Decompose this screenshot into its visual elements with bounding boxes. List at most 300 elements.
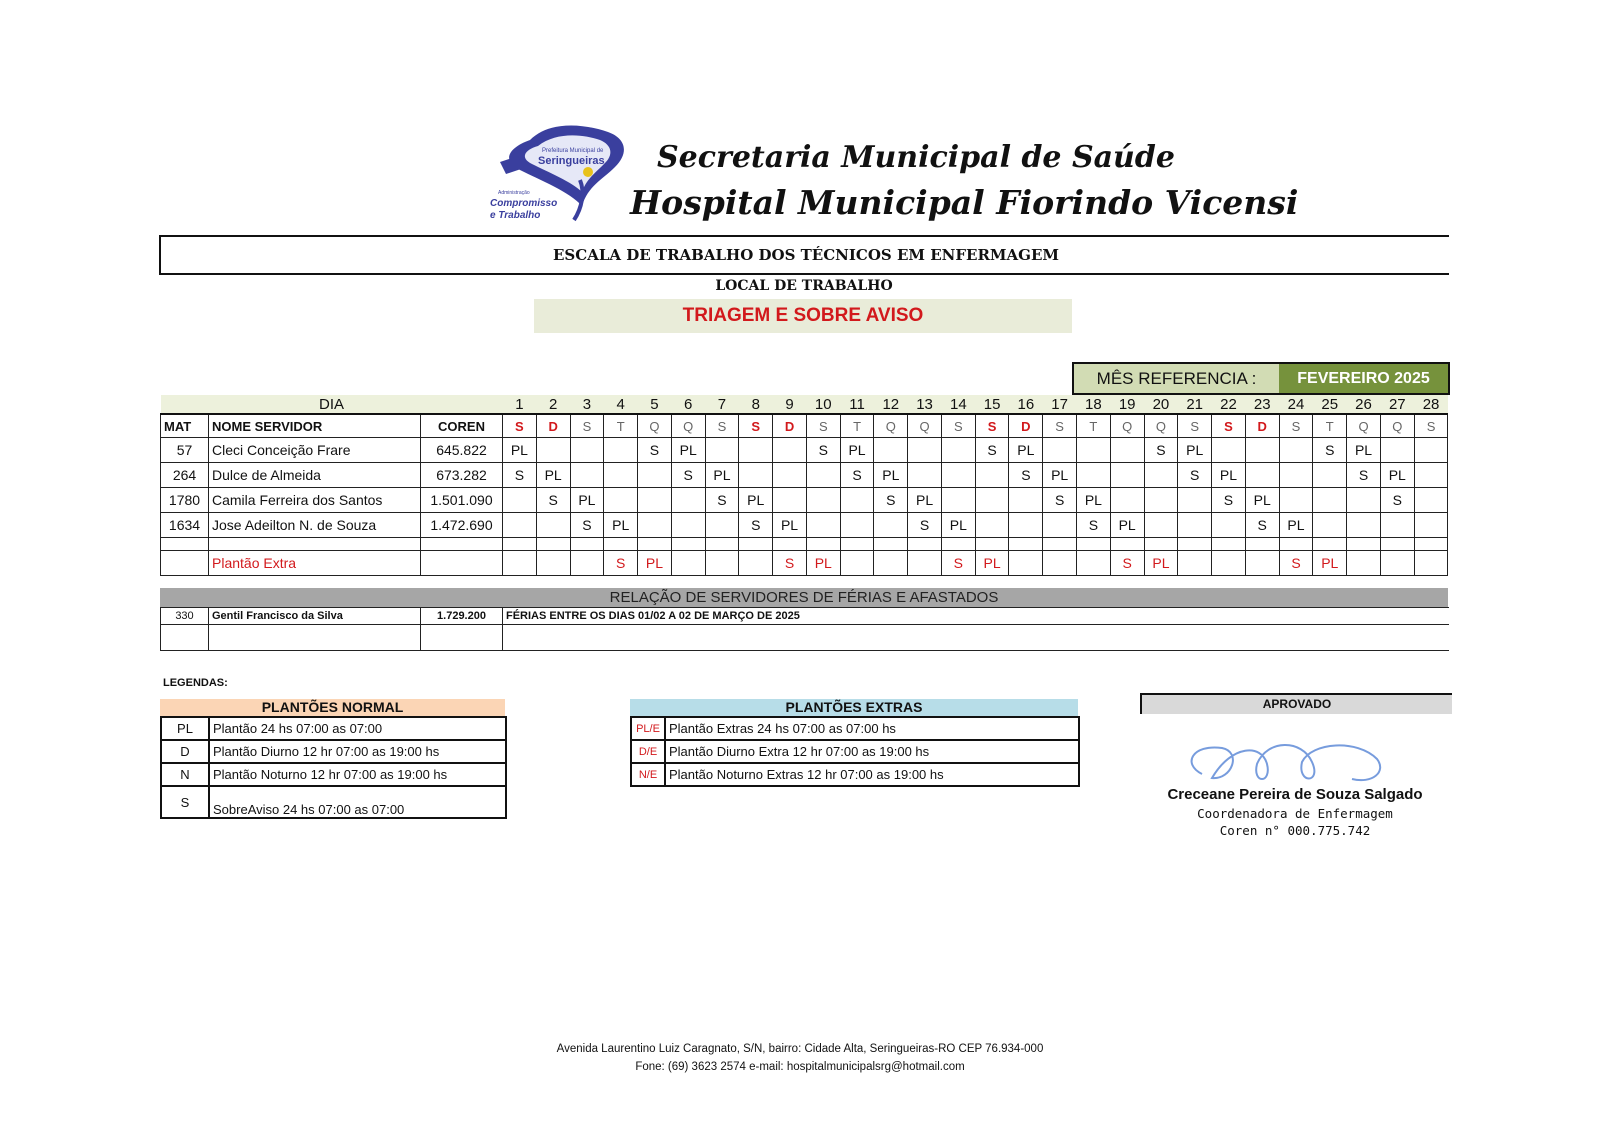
legend-normal-title: PLANTÕES NORMAL — [160, 699, 505, 716]
table-row — [161, 463, 1448, 488]
extra-shift-cell — [1212, 551, 1246, 576]
extra-shift-cell: PL — [975, 551, 1009, 576]
day-number: 7 — [705, 395, 739, 414]
extra-shift-cell — [908, 551, 942, 576]
empty-cell — [536, 538, 570, 551]
shift-cell — [503, 513, 537, 538]
mat-cell: 264 — [161, 463, 209, 488]
shift-cell — [1414, 463, 1448, 488]
shift-cell — [806, 463, 840, 488]
shift-cell — [1110, 438, 1144, 463]
shift-cell: S — [1313, 438, 1347, 463]
legend-row — [161, 786, 506, 818]
shift-cell — [1414, 513, 1448, 538]
shift-cell: S — [503, 463, 537, 488]
aprovado-label: APROVADO — [1140, 693, 1452, 714]
shift-cell — [1380, 438, 1414, 463]
ferias-table — [160, 607, 1449, 651]
shift-cell: S — [1178, 463, 1212, 488]
extra-shift-cell: S — [1279, 551, 1313, 576]
day-number: 22 — [1212, 395, 1246, 414]
mat-header: MAT — [161, 414, 209, 438]
shift-cell — [975, 488, 1009, 513]
shift-cell: PL — [1110, 513, 1144, 538]
empty-cell — [209, 538, 421, 551]
weekday-letter: D — [773, 414, 807, 438]
shift-cell — [1212, 513, 1246, 538]
title-box — [159, 235, 1449, 275]
month-value: FEVEREIRO 2025 — [1279, 364, 1448, 393]
coren-cell: 1.501.090 — [421, 488, 503, 513]
shift-cell — [975, 463, 1009, 488]
day-number: 2 — [536, 395, 570, 414]
extra-shift-cell: PL — [806, 551, 840, 576]
shift-cell — [503, 488, 537, 513]
legend-description: Plantão Diurno Extra 12 hr 07:00 as 19:00 hs — [665, 740, 1079, 763]
shift-cell — [1178, 513, 1212, 538]
shift-cell — [1279, 463, 1313, 488]
day-number: 17 — [1043, 395, 1077, 414]
shift-cell — [1110, 463, 1144, 488]
ferias-empty-row — [161, 625, 1449, 651]
secretaria-heading: Secretaria Municipal de Saúde — [657, 140, 1175, 175]
weekday-letter: S — [1414, 414, 1448, 438]
weekday-letter: S — [739, 414, 773, 438]
shift-cell: S — [1077, 513, 1111, 538]
weekday-letter: T — [840, 414, 874, 438]
empty-cell — [638, 538, 672, 551]
shift-cell: S — [1380, 488, 1414, 513]
legend-row — [161, 740, 506, 763]
legend-extras — [630, 716, 1080, 787]
extra-shift-cell — [1245, 551, 1279, 576]
shift-cell: S — [536, 488, 570, 513]
shift-cell — [1245, 438, 1279, 463]
day-number: 4 — [604, 395, 638, 414]
empty-cell — [1144, 538, 1178, 551]
weekday-letter: S — [1279, 414, 1313, 438]
shift-cell — [1414, 438, 1448, 463]
footer-contact: Fone: (69) 3623 2574 e-mail: hospitalmunicipalsrg@hotmail.com — [635, 1061, 965, 1073]
legend-extras-title: PLANTÕES EXTRAS — [630, 699, 1078, 716]
weekday-letter: T — [604, 414, 638, 438]
empty-cell — [1178, 538, 1212, 551]
shift-cell: PL — [739, 488, 773, 513]
coren-cell: 645.822 — [421, 438, 503, 463]
day-number: 26 — [1347, 395, 1381, 414]
shift-cell — [638, 488, 672, 513]
shift-cell — [1279, 488, 1313, 513]
shift-cell: PL — [773, 513, 807, 538]
shift-cell — [773, 463, 807, 488]
day-number: 21 — [1178, 395, 1212, 414]
shift-cell — [840, 513, 874, 538]
day-number: 23 — [1245, 395, 1279, 414]
shift-cell — [975, 513, 1009, 538]
shift-cell — [671, 488, 705, 513]
shift-cell — [570, 438, 604, 463]
weekday-letter: S — [1043, 414, 1077, 438]
extra-shift-cell: PL — [1144, 551, 1178, 576]
shift-cell — [1110, 488, 1144, 513]
nome-cell: Camila Ferreira dos Santos — [209, 488, 421, 513]
weekday-letter: D — [1009, 414, 1043, 438]
shift-cell — [638, 463, 672, 488]
table-row — [161, 513, 1448, 538]
weekday-letter: Q — [908, 414, 942, 438]
weekday-letter: Q — [1347, 414, 1381, 438]
day-number: 15 — [975, 395, 1009, 414]
shift-cell — [1077, 438, 1111, 463]
svg-text:Administração: Administração — [498, 190, 530, 196]
empty-cell — [570, 538, 604, 551]
extra-shift-cell — [1043, 551, 1077, 576]
footer-address: Avenida Laurentino Luiz Caragnato, S/N, bairro: Cidade Alta, Seringueiras-RO CEP 76.934-000 — [556, 1043, 1044, 1055]
shift-cell — [840, 488, 874, 513]
shift-cell: PL — [1009, 438, 1043, 463]
extra-shift-cell — [570, 551, 604, 576]
day-number: 14 — [941, 395, 975, 414]
empty-cell — [1313, 538, 1347, 551]
shift-cell: PL — [1178, 438, 1212, 463]
hospital-heading: Hospital Municipal Fiorindo Vicensi — [630, 183, 1299, 222]
shift-cell — [874, 438, 908, 463]
day-number: 20 — [1144, 395, 1178, 414]
empty-cell — [421, 538, 503, 551]
shift-cell — [705, 438, 739, 463]
extra-shift-cell: S — [941, 551, 975, 576]
weekday-letter: Q — [1110, 414, 1144, 438]
nome-header: NOME SERVIDOR — [209, 414, 421, 438]
legend-code: S — [161, 786, 209, 818]
weekday-letter: S — [705, 414, 739, 438]
shift-cell: S — [806, 438, 840, 463]
shift-cell: S — [739, 513, 773, 538]
dia-label: DIA — [161, 395, 503, 414]
shift-cell: PL — [874, 463, 908, 488]
nome-cell: Dulce de Almeida — [209, 463, 421, 488]
svg-text:Prefeitura Municipal de: Prefeitura Municipal de — [542, 148, 604, 154]
shift-cell: S — [1009, 463, 1043, 488]
day-number: 18 — [1077, 395, 1111, 414]
shift-cell — [1144, 463, 1178, 488]
shift-cell: S — [1212, 488, 1246, 513]
extra-shift-cell — [536, 551, 570, 576]
weekday-letter: S — [975, 414, 1009, 438]
legend-code: N/E — [631, 763, 665, 786]
day-number: 3 — [570, 395, 604, 414]
day-number: 12 — [874, 395, 908, 414]
extra-shift-cell — [1009, 551, 1043, 576]
shift-cell — [874, 513, 908, 538]
ferias-descricao: FÉRIAS ENTRE OS DIAS 01/02 A 02 DE MARÇO DE 2025 — [503, 608, 1449, 625]
day-number: 24 — [1279, 395, 1313, 414]
shift-cell: S — [1144, 438, 1178, 463]
extra-shift-cell — [1077, 551, 1111, 576]
local-value: TRIAGEM E SOBRE AVISO — [534, 299, 1072, 333]
shift-cell — [1414, 488, 1448, 513]
hospital-logo — [490, 122, 640, 232]
shift-cell: S — [705, 488, 739, 513]
weekday-letter: Q — [874, 414, 908, 438]
legend-code: PL/E — [631, 717, 665, 740]
shift-cell — [1347, 513, 1381, 538]
shift-cell — [941, 463, 975, 488]
legend-code: D/E — [631, 740, 665, 763]
signatory-name: Creceane Pereira de Souza Salgado — [1167, 786, 1423, 803]
weekday-letter: Q — [1380, 414, 1414, 438]
extra-shift-cell — [840, 551, 874, 576]
empty-cell — [671, 538, 705, 551]
schedule-grid — [160, 395, 1448, 576]
shift-cell: PL — [570, 488, 604, 513]
shift-cell: S — [570, 513, 604, 538]
empty-cell — [1347, 538, 1381, 551]
blank-row — [161, 538, 1448, 551]
legend-description: Plantão Extras 24 hs 07:00 as 07:00 hs — [665, 717, 1079, 740]
shift-cell — [604, 488, 638, 513]
legend-row — [631, 763, 1079, 786]
mat-cell: 57 — [161, 438, 209, 463]
weekday-letter: S — [1178, 414, 1212, 438]
day-number: 10 — [806, 395, 840, 414]
shift-cell: PL — [1077, 488, 1111, 513]
svg-text:Seringueiras: Seringueiras — [538, 155, 605, 167]
shift-cell: S — [1043, 488, 1077, 513]
svg-text:e Trabalho: e Trabalho — [490, 210, 541, 221]
shift-cell — [638, 513, 672, 538]
empty-cell — [908, 538, 942, 551]
shift-cell: PL — [908, 488, 942, 513]
extra-shift-cell — [671, 551, 705, 576]
shift-cell — [1380, 513, 1414, 538]
legend-code: D — [161, 740, 209, 763]
empty-cell — [773, 538, 807, 551]
mat-cell: 1780 — [161, 488, 209, 513]
shift-cell — [604, 438, 638, 463]
empty-cell — [604, 538, 638, 551]
extra-shift-cell: S — [1110, 551, 1144, 576]
legend-row — [161, 763, 506, 786]
table-row — [161, 438, 1448, 463]
empty-cell — [941, 538, 975, 551]
extra-shift-cell: S — [773, 551, 807, 576]
day-number: 19 — [1110, 395, 1144, 414]
legend-description: SobreAviso 24 hs 07:00 as 07:00 — [209, 786, 506, 818]
weekday-letter: D — [1245, 414, 1279, 438]
empty-cell — [874, 538, 908, 551]
legend-row — [161, 717, 506, 740]
plantao-extra-label: Plantão Extra — [209, 551, 421, 576]
extra-shift-cell: PL — [638, 551, 672, 576]
shift-cell — [908, 463, 942, 488]
empty-cell — [1043, 538, 1077, 551]
shift-cell — [773, 438, 807, 463]
shift-cell — [1043, 513, 1077, 538]
shift-cell: PL — [1043, 463, 1077, 488]
empty-cell — [1110, 538, 1144, 551]
shift-cell: PL — [536, 463, 570, 488]
coren-cell: 673.282 — [421, 463, 503, 488]
shift-cell — [1313, 463, 1347, 488]
day-number: 8 — [739, 395, 773, 414]
shift-cell — [1077, 463, 1111, 488]
empty-cell — [503, 625, 1449, 651]
shift-cell — [941, 438, 975, 463]
legend-row — [631, 740, 1079, 763]
empty-cell — [705, 538, 739, 551]
legendas-title: LEGENDAS: — [163, 677, 228, 689]
day-number: 27 — [1380, 395, 1414, 414]
schedule-table — [160, 395, 1448, 576]
empty-cell — [421, 551, 503, 576]
local-label: LOCAL DE TRABALHO — [715, 278, 893, 294]
shift-cell: PL — [840, 438, 874, 463]
extra-shift-cell — [1347, 551, 1381, 576]
extra-shift-cell — [705, 551, 739, 576]
coren-header: COREN — [421, 414, 503, 438]
empty-cell — [1077, 538, 1111, 551]
shift-cell: S — [1245, 513, 1279, 538]
day-number: 28 — [1414, 395, 1448, 414]
day-number: 6 — [671, 395, 705, 414]
shift-cell — [671, 513, 705, 538]
shift-cell — [1313, 488, 1347, 513]
day-number: 11 — [840, 395, 874, 414]
extra-shift-cell: S — [604, 551, 638, 576]
day-number: 16 — [1009, 395, 1043, 414]
table-row — [161, 488, 1448, 513]
shift-cell — [536, 438, 570, 463]
shift-cell — [536, 513, 570, 538]
shift-cell: S — [908, 513, 942, 538]
shift-cell — [1009, 488, 1043, 513]
shift-cell — [941, 488, 975, 513]
empty-cell — [1380, 538, 1414, 551]
empty-cell — [806, 538, 840, 551]
weekday-letter: S — [806, 414, 840, 438]
shift-cell — [1144, 488, 1178, 513]
shift-cell: PL — [1212, 463, 1246, 488]
empty-cell — [739, 538, 773, 551]
weekday-letter: D — [536, 414, 570, 438]
empty-cell — [1009, 538, 1043, 551]
weekday-letter: Q — [671, 414, 705, 438]
shift-cell: PL — [1245, 488, 1279, 513]
shift-cell: PL — [705, 463, 739, 488]
legend-description: Plantão 24 hs 07:00 as 07:00 — [209, 717, 506, 740]
empty-cell — [1279, 538, 1313, 551]
empty-cell — [975, 538, 1009, 551]
day-number: 5 — [638, 395, 672, 414]
nome-cell: Jose Adeilton N. de Souza — [209, 513, 421, 538]
shift-cell — [570, 463, 604, 488]
legend-code: N — [161, 763, 209, 786]
shift-cell — [705, 513, 739, 538]
empty-cell — [161, 551, 209, 576]
shift-cell: PL — [1347, 438, 1381, 463]
shift-cell: S — [671, 463, 705, 488]
ferias-nome: Gentil Francisco da Silva — [209, 608, 421, 625]
ferias-mat: 330 — [161, 608, 209, 625]
shift-cell — [739, 463, 773, 488]
empty-cell — [503, 538, 537, 551]
weekday-letter: T — [1077, 414, 1111, 438]
legend-description: Plantão Noturno Extras 12 hr 07:00 as 19:00 hs — [665, 763, 1079, 786]
day-number-row — [161, 395, 1448, 414]
signatory-role: Coordenadora de Enfermagem — [1197, 806, 1393, 821]
shift-cell: PL — [503, 438, 537, 463]
shift-cell — [1043, 438, 1077, 463]
legend-code: PL — [161, 717, 209, 740]
extra-shift-cell: PL — [1313, 551, 1347, 576]
month-reference — [1072, 362, 1450, 395]
weekday-letter: Q — [1144, 414, 1178, 438]
weekday-letter: S — [1212, 414, 1246, 438]
shift-cell: S — [1347, 463, 1381, 488]
shift-cell — [1313, 513, 1347, 538]
document-title: ESCALA DE TRABALHO DOS TÉCNICOS EM ENFERMAGEM — [553, 246, 1059, 264]
shift-cell: PL — [604, 513, 638, 538]
weekday-letter: S — [503, 414, 537, 438]
weekday-letter: S — [941, 414, 975, 438]
shift-cell: PL — [671, 438, 705, 463]
extra-shift-cell — [1414, 551, 1448, 576]
empty-cell — [1212, 538, 1246, 551]
shift-cell — [773, 488, 807, 513]
shift-cell — [1212, 438, 1246, 463]
svg-text:Compromisso: Compromisso — [490, 198, 558, 209]
extra-shift-cell — [1380, 551, 1414, 576]
ferias-row — [161, 608, 1449, 625]
empty-cell — [161, 625, 209, 651]
weekday-letter: Q — [638, 414, 672, 438]
shift-cell: S — [840, 463, 874, 488]
day-number: 13 — [908, 395, 942, 414]
shift-cell: PL — [941, 513, 975, 538]
weekday-letter: S — [570, 414, 604, 438]
shift-cell — [1178, 488, 1212, 513]
legend-description: Plantão Diurno 12 hr 07:00 as 19:00 hs — [209, 740, 506, 763]
shift-cell: S — [874, 488, 908, 513]
shift-cell — [1245, 463, 1279, 488]
shift-cell: S — [638, 438, 672, 463]
extra-shift-cell — [739, 551, 773, 576]
ferias-title: RELAÇÃO DE SERVIDORES DE FÉRIAS E AFASTADOS — [160, 588, 1448, 607]
shift-cell — [908, 438, 942, 463]
shift-cell — [806, 513, 840, 538]
extra-shift-cell — [503, 551, 537, 576]
shift-cell — [806, 488, 840, 513]
shift-cell: S — [975, 438, 1009, 463]
extra-shift-cell — [874, 551, 908, 576]
shift-cell: PL — [1380, 463, 1414, 488]
day-number: 25 — [1313, 395, 1347, 414]
empty-cell — [421, 625, 503, 651]
mat-cell: 1634 — [161, 513, 209, 538]
legend-description: Plantão Noturno 12 hr 07:00 as 19:00 hs — [209, 763, 506, 786]
empty-cell — [1414, 538, 1448, 551]
shift-cell — [604, 463, 638, 488]
ferias-coren: 1.729.200 — [421, 608, 503, 625]
day-number: 1 — [503, 395, 537, 414]
shift-cell: PL — [1279, 513, 1313, 538]
nome-cell: Cleci Conceição Frare — [209, 438, 421, 463]
legend-normal — [160, 716, 507, 819]
shift-cell — [1144, 513, 1178, 538]
shift-cell — [1347, 488, 1381, 513]
shift-cell — [1279, 438, 1313, 463]
